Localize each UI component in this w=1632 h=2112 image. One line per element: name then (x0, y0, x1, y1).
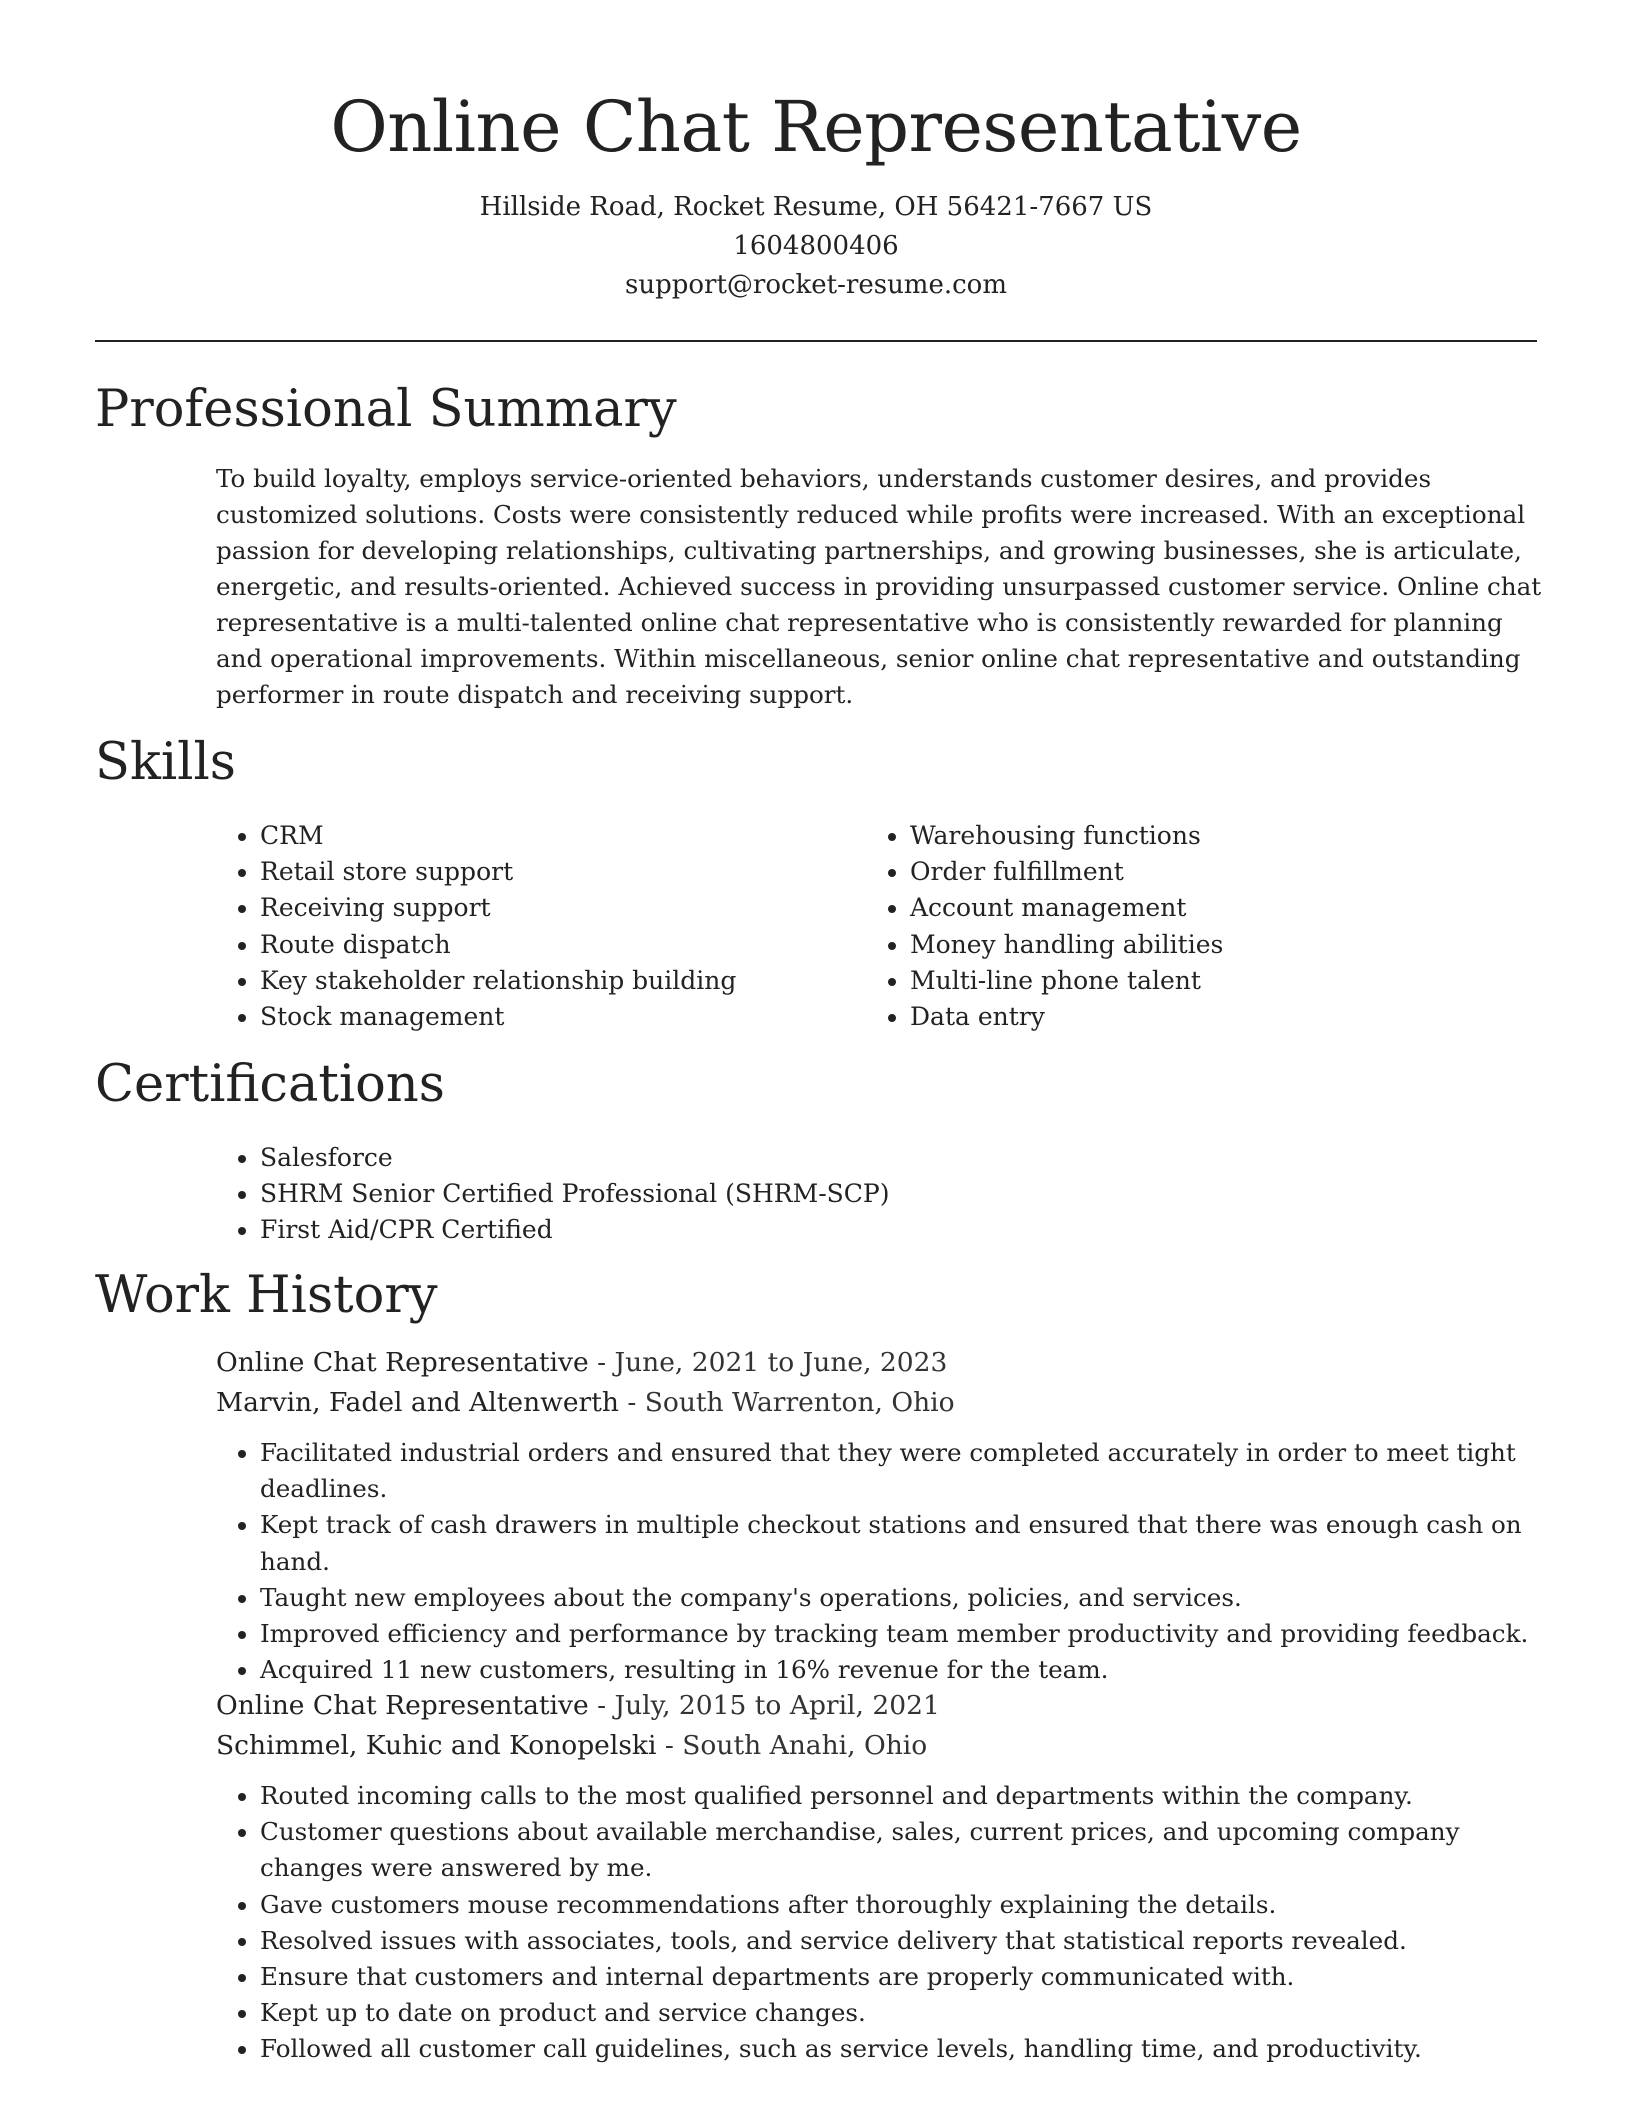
skill-item: • Warehousing functions (910, 818, 1530, 854)
skill-item: • Multi-line phone talent (910, 963, 1530, 999)
certifications-list (216, 1140, 1460, 1249)
job-dates: - June, 2021 to June, 2023 (588, 1347, 948, 1378)
contact-block (0, 188, 1632, 305)
job-bullet: • Routed incoming calls to the most qualified personnel and departments within the company. (260, 1778, 1546, 1814)
job-bullet: • Resolved issues with associates, tools, and service delivery that statistical reports revealed. (260, 1923, 1546, 1959)
skill-item: • Account management (910, 890, 1530, 926)
certification-item: • Salesforce (260, 1140, 1460, 1176)
job-bullet: • Acquired 11 new customers, resulting in 16% revenue for the team. (260, 1652, 1546, 1688)
job-dates: - July, 2015 to April, 2021 (588, 1690, 940, 1721)
job-company: Schimmel, Kuhic and Konopelski (216, 1730, 657, 1761)
resume-header (0, 0, 1632, 305)
candidate-name: Online Chat Representative (330, 86, 1302, 168)
skills-list-right (866, 818, 1530, 1035)
job-location: - South Warrenton, Ohio (618, 1387, 955, 1418)
contact-email: support@rocket-resume.com (624, 270, 1007, 300)
job-bullet: • Kept up to date on product and service changes. (260, 1995, 1546, 2031)
job-company-line (216, 1383, 1546, 1423)
skill-item: • Receiving support (260, 890, 860, 926)
job-title-line (216, 1343, 1546, 1383)
job-bullet: • Facilitated industrial orders and ensured that they were completed accurately in order to meet tight deadlines. (260, 1435, 1546, 1507)
job-entry (216, 1686, 1546, 2068)
job-bullet: • Improved efficiency and performance by tracking team member productivity and providing feedback. (260, 1616, 1546, 1652)
skill-item: • Stock management (260, 999, 860, 1035)
job-title-line (216, 1686, 1546, 1726)
job-entry (216, 1343, 1546, 1688)
job-bullet-list (216, 1778, 1546, 2068)
certification-item: • First Aid/CPR Certified (260, 1212, 1460, 1248)
summary-text: To build loyalty, employs service-oriented behaviors, understands customer desires, and provides customized solutions. Costs were consistently reduced while profits were increased. With an exceptional passion for developing relationships, cultivating partnerships, and growing businesses, she is articulate, energetic, and results-oriented. Achieved success in providing unsurpassed customer service. Online chat representative is a multi-talented online chat representative who is consistently rewarded for planning and operational improvements. Within miscellaneous, senior online chat representative and outstanding performer in route dispatch and receiving support. (216, 464, 1542, 709)
job-location: - South Anahi, Ohio (656, 1730, 928, 1761)
skill-item: • Retail store support (260, 854, 860, 890)
job-title: Online Chat Representative (216, 1347, 589, 1378)
contact-phone: 1604800406 (733, 231, 899, 261)
skill-item: • Data entry (910, 999, 1530, 1035)
skill-item: • Route dispatch (260, 927, 860, 963)
job-bullet-list (216, 1435, 1546, 1688)
certifications-heading: Certifications (95, 1055, 445, 1114)
job-bullet: • Followed all customer call guidelines, such as service levels, handling time, and productivity. (260, 2031, 1546, 2067)
skill-item: • Key stakeholder relationship building (260, 963, 860, 999)
work-history-heading: Work History (95, 1266, 438, 1325)
certification-item: • SHRM Senior Certified Professional (SHRM-SCP) (260, 1176, 1460, 1212)
job-company-line (216, 1726, 1546, 1766)
job-bullet: • Kept track of cash drawers in multiple checkout stations and ensured that there was enough cash on hand. (260, 1507, 1546, 1579)
summary-heading: Professional Summary (95, 380, 677, 439)
job-bullet: • Gave customers mouse recommendations after thoroughly explaining the details. (260, 1887, 1546, 1923)
job-company: Marvin, Fadel and Altenwerth (216, 1387, 619, 1418)
job-bullet: • Taught new employees about the company's operations, policies, and services. (260, 1580, 1546, 1616)
job-bullet: • Ensure that customers and internal departments are properly communicated with. (260, 1959, 1546, 1995)
skill-item: • CRM (260, 818, 860, 854)
skill-item: • Money handling abilities (910, 927, 1530, 963)
job-bullet: • Customer questions about available merchandise, sales, current prices, and upcoming company changes were answered by me. (260, 1814, 1546, 1886)
skills-heading: Skills (95, 733, 236, 792)
contact-address: Hillside Road, Rocket Resume, OH 56421-7667 US (479, 192, 1153, 222)
skill-item: • Order fulfillment (910, 854, 1530, 890)
header-divider (95, 340, 1537, 342)
job-title: Online Chat Representative (216, 1690, 589, 1721)
skills-list-left (216, 818, 860, 1035)
